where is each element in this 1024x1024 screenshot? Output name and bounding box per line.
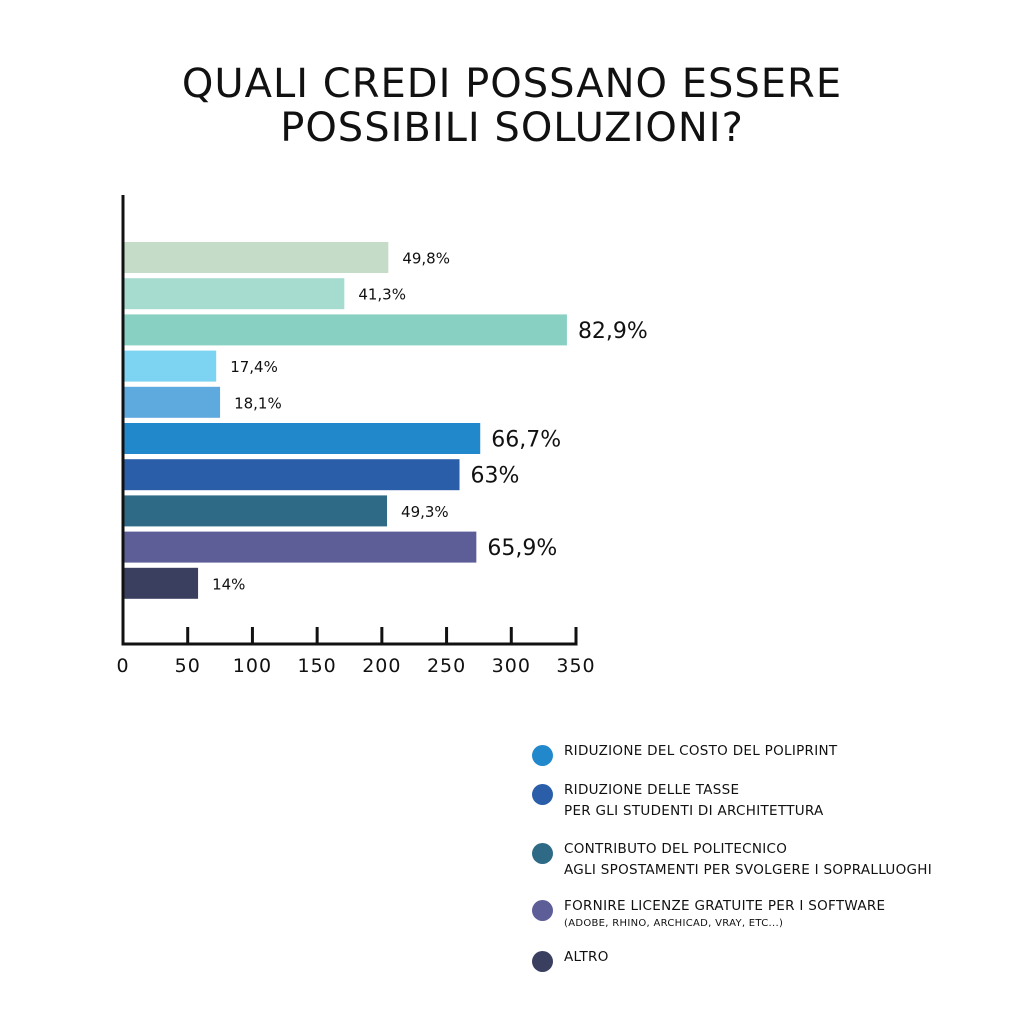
- bar-2: [123, 278, 344, 309]
- bar-label-3: 82,9%: [577, 318, 648, 344]
- legend-text: FORNIRE LICENZE GRATUITE PER I SOFTWARE: [564, 898, 886, 914]
- x-tick-label-0: 0: [116, 655, 130, 677]
- legend-text: ALTRO: [564, 949, 609, 965]
- legend-item-right-4: [532, 896, 1002, 931]
- bar-4: [123, 351, 216, 382]
- x-tick-label-100: 100: [232, 655, 273, 677]
- bar-3: [123, 314, 567, 345]
- legend-text: RIDUZIONE DEL COSTO DEL POLIPRINT: [564, 743, 838, 759]
- legend-subtext: (ADOBE, RHINO, ARCHICAD, VRAY, ETC...): [564, 918, 784, 929]
- x-tick-label-350: 350: [556, 655, 596, 677]
- legend-item-right-3: [532, 839, 1002, 881]
- legend-text: CONTRIBUTO DEL POLITECNICO: [564, 841, 788, 857]
- legend-item-right-1: [532, 741, 1002, 762]
- bar-label-9: 65,9%: [487, 536, 558, 562]
- x-tick-label-300: 300: [491, 655, 531, 677]
- legend-text: PER GLI STUDENTI DI ARCHITETTURA: [564, 803, 824, 819]
- x-tick-label-200: 200: [362, 655, 402, 677]
- x-tick-label-250: 250: [426, 655, 467, 677]
- legend-swatch: [532, 745, 553, 766]
- bar-label-2: 41,3%: [358, 285, 406, 304]
- legend-swatch: [532, 843, 553, 864]
- bar-5: [123, 387, 220, 418]
- legend-text: RIDUZIONE DELLE TASSE: [564, 782, 740, 798]
- legend-item-right-2: [532, 780, 1002, 822]
- legend-swatch: [532, 900, 553, 921]
- chart-title-line-2: POSSIBILI SOLUZIONI?: [280, 105, 744, 151]
- bar-label-5: 18,1%: [234, 394, 282, 413]
- bar-8: [123, 495, 387, 526]
- bar-label-4: 17,4%: [230, 358, 278, 377]
- bar-1: [123, 242, 388, 273]
- bar-9: [123, 532, 476, 563]
- bar-label-10: 14%: [212, 575, 246, 594]
- legend-swatch: [532, 784, 553, 805]
- legend-swatch: [532, 951, 553, 972]
- x-tick-label-150: 150: [297, 655, 337, 677]
- bar-6: [123, 423, 480, 454]
- x-tick-label-50: 50: [174, 655, 201, 677]
- bar-label-8: 49,3%: [401, 502, 449, 521]
- bar-label-7: 63%: [470, 463, 520, 489]
- bar-7: [123, 459, 460, 490]
- bar-label-6: 66,7%: [491, 427, 562, 453]
- bar-10: [123, 568, 198, 599]
- legend-text: AGLI SPOSTAMENTI PER SVOLGERE I SOPRALLUOGHI: [564, 862, 932, 878]
- bar-label-1: 49,8%: [402, 249, 450, 268]
- legend-item-right-5: [532, 947, 1002, 968]
- chart-title-line-1: QUALI CREDI POSSANO ESSERE: [181, 61, 843, 107]
